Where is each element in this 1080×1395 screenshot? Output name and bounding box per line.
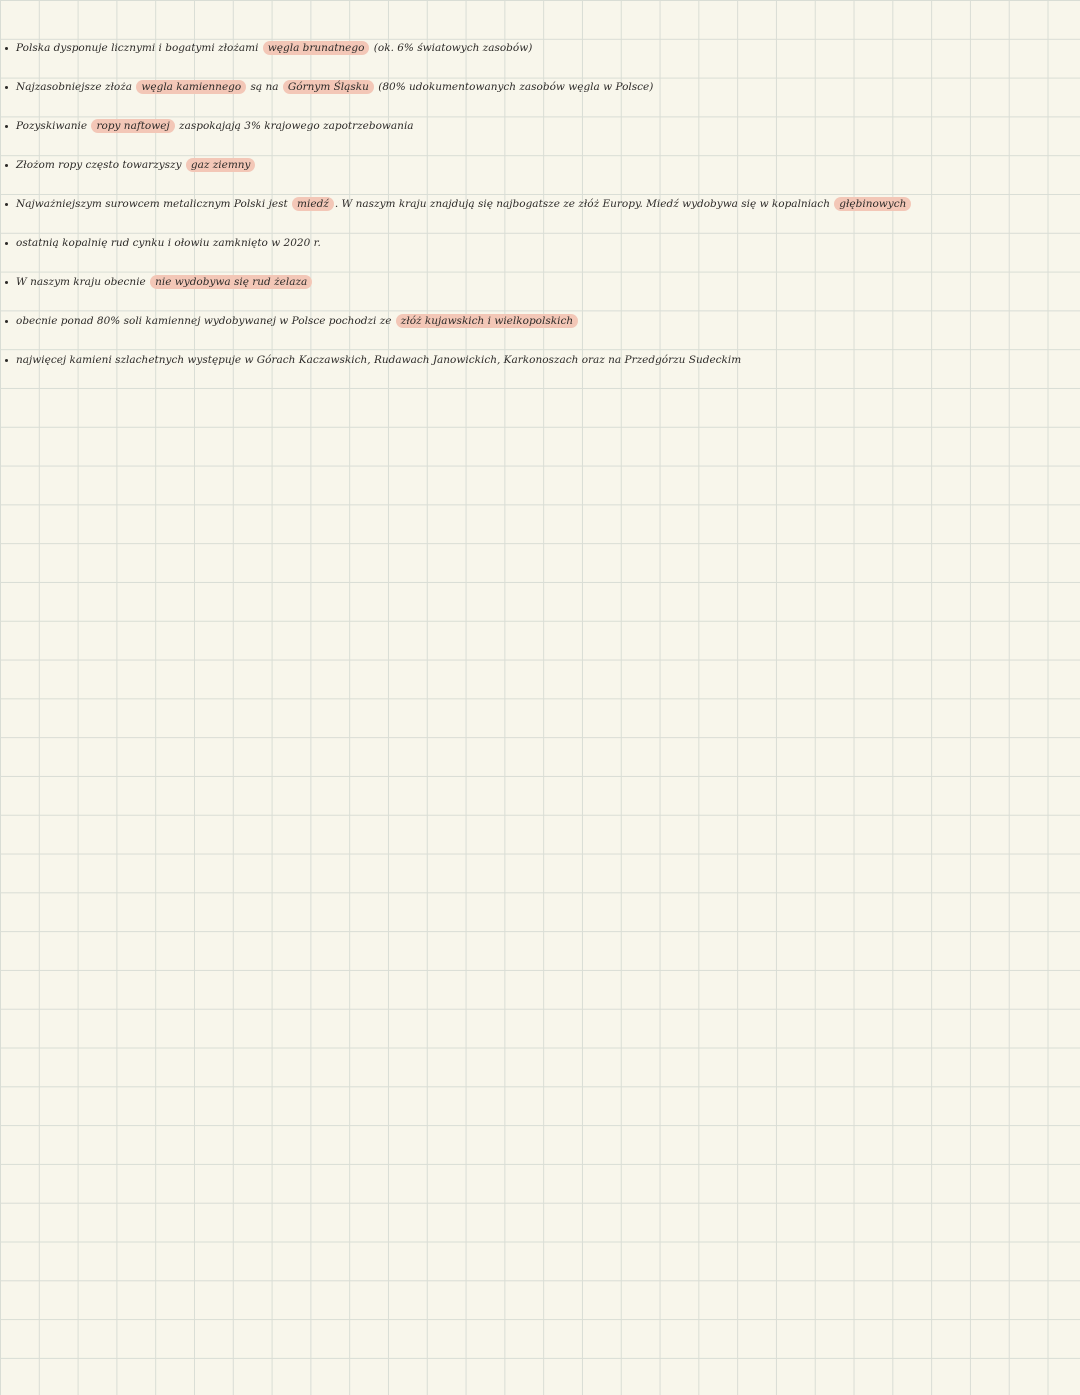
- note-segment: W naszym kraju obecnie: [16, 276, 150, 288]
- note-segment: Złożom ropy często towarzyszy: [16, 159, 185, 171]
- note-segment: ostatnią kopalnię rud cynku i ołowiu zamknięto w 2020 r.: [16, 237, 321, 249]
- bullet-dot: [5, 203, 8, 206]
- note-line: [0, 194, 1080, 224]
- note-segment: zaspokajają 3% krajowego zapotrzebowania: [175, 120, 414, 132]
- highlighted-term: Górnym Śląsku: [283, 80, 374, 94]
- note-segment: (80% udokumentowanych zasobów węgla w Polsce): [374, 81, 654, 93]
- highlighted-term: ropy naftowej: [91, 119, 174, 133]
- highlighted-term: węgla kamiennego: [136, 80, 246, 94]
- note-line: [0, 272, 1080, 302]
- note-segment: najwięcej kamieni szlachetnych występuje w Górach Kaczawskich, Rudawach Janowickich, Karkonoszach oraz na Przedgórzu Sudeckim: [16, 354, 742, 366]
- note-text: [16, 42, 532, 54]
- bullet-dot: [5, 359, 8, 362]
- highlighted-term: miedź: [292, 197, 334, 211]
- highlighted-term: gaz ziemny: [186, 158, 256, 172]
- note-segment: są na: [247, 81, 282, 93]
- note-line: [0, 233, 1080, 263]
- highlighted-term: nie wydobywa się rud żelaza: [150, 275, 312, 289]
- highlighted-term: złóż kujawskich i wielkopolskich: [396, 314, 578, 328]
- note-text: [16, 81, 653, 93]
- note-text: [16, 198, 912, 210]
- bullet-dot: [5, 125, 8, 128]
- highlighted-term: węgla brunatnego: [263, 41, 370, 55]
- bullet-dot: [5, 164, 8, 167]
- note-line: [0, 116, 1080, 146]
- note-line: [0, 38, 1080, 68]
- note-line: [0, 77, 1080, 107]
- note-line: [0, 350, 1080, 380]
- note-segment: obecnie ponad 80% soli kamiennej wydobywanej w Polsce pochodzi ze: [16, 315, 395, 327]
- note-text: [16, 276, 313, 288]
- bullet-dot: [5, 242, 8, 245]
- note-text: [16, 315, 579, 327]
- note-segment: Polska dysponuje licznymi i bogatymi złożami: [16, 42, 262, 54]
- note-text: [16, 120, 414, 132]
- note-segment: . W naszym kraju znajdują się najbogatsze ze złóż Europy. Miedź wydobywa się w kopalniach: [334, 198, 834, 210]
- note-segment: (ok. 6% światowych zasobów): [370, 42, 533, 54]
- bullet-dot: [5, 86, 8, 89]
- note-text: [16, 354, 741, 366]
- note-segment: Pozyskiwanie: [16, 120, 91, 132]
- bullet-dot: [5, 281, 8, 284]
- note-line: [0, 311, 1080, 341]
- note-segment: Najzasobniejsze złoża: [16, 81, 136, 93]
- note-line: [0, 155, 1080, 185]
- note-text: [16, 159, 256, 171]
- highlighted-term: głębinowych: [834, 197, 911, 211]
- note-segment: Najważniejszym surowcem metalicznym Polski jest: [16, 198, 292, 210]
- note-text: [16, 237, 321, 249]
- bullet-dot: [5, 320, 8, 323]
- bullet-dot: [5, 47, 8, 50]
